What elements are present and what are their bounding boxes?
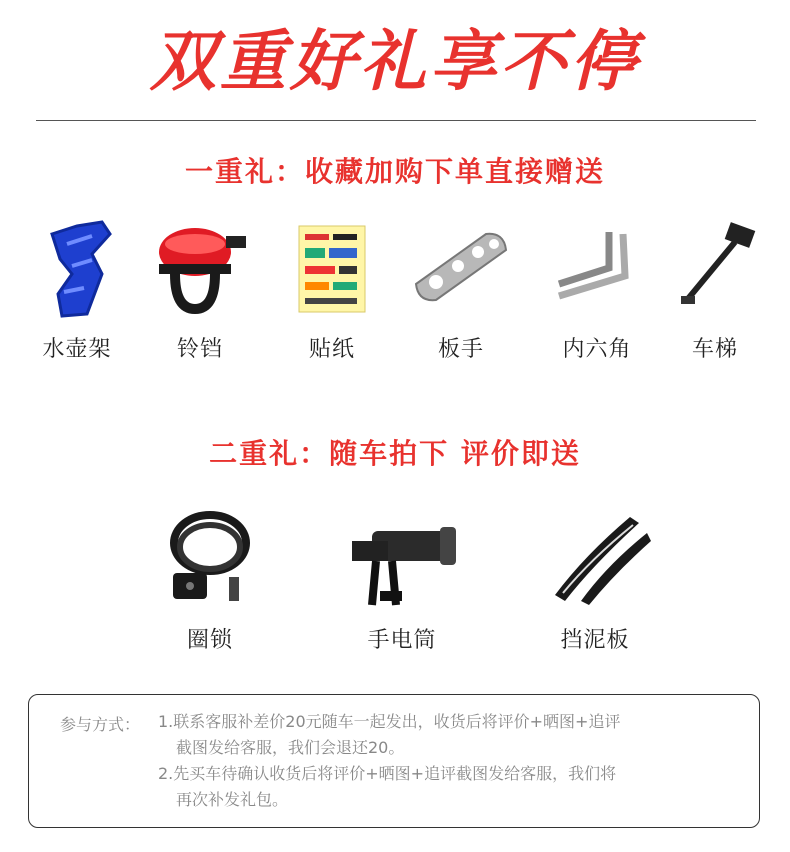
item-label: 水壶架: [42, 337, 112, 362]
sticker-icon: [287, 214, 377, 324]
note-line: 2.先买车待确认收货后将评价+晒图+追评截图发给客服，我们将: [158, 764, 617, 783]
note-prefix: 参与方式：: [60, 715, 141, 734]
bottle-cage-icon: [32, 214, 122, 324]
divider: [36, 120, 756, 121]
gift-item-flashlight: [337, 505, 467, 654]
bell-icon: [150, 214, 250, 324]
note-line: 再次补发礼包。: [176, 790, 289, 809]
gift-item-fender: [530, 505, 660, 654]
item-label: 车梯: [691, 337, 738, 362]
gift-item-hex-key: [532, 214, 662, 363]
kickstand-icon: [665, 214, 765, 324]
wrench-icon: [406, 214, 516, 324]
item-label: 贴纸: [308, 337, 355, 362]
headline: 双重好礼享不停: [150, 23, 640, 100]
gift-item-bell: [135, 214, 265, 363]
hex-key-icon: [547, 214, 647, 324]
gift-item-bottle-cage: [12, 214, 142, 363]
item-label: 挡泥板: [560, 628, 630, 653]
flashlight-icon: [342, 505, 462, 615]
gift-item-wrench: [396, 214, 526, 363]
item-label: 板手: [437, 337, 484, 362]
item-label: 内六角: [562, 337, 632, 362]
gift-item-cable-lock: [145, 505, 275, 654]
item-label: 手电筒: [367, 628, 437, 653]
cable-lock-icon: [155, 505, 265, 615]
note-line: 1.联系客服补差价20元随车一起发出，收货后将评价+晒图+追评: [158, 712, 621, 731]
gift2-title: 二重礼：随车拍下 评价即送: [209, 437, 581, 470]
gift1-title: 一重礼：收藏加购下单直接赠送: [184, 155, 605, 188]
gift-item-sticker: [267, 214, 397, 363]
gift-item-kickstand: [650, 214, 780, 363]
note-line: 截图发给客服，我们会退还20。: [176, 738, 405, 757]
fender-icon: [535, 505, 655, 615]
item-label: 铃铛: [176, 337, 223, 362]
item-label: 圈锁: [186, 628, 233, 653]
